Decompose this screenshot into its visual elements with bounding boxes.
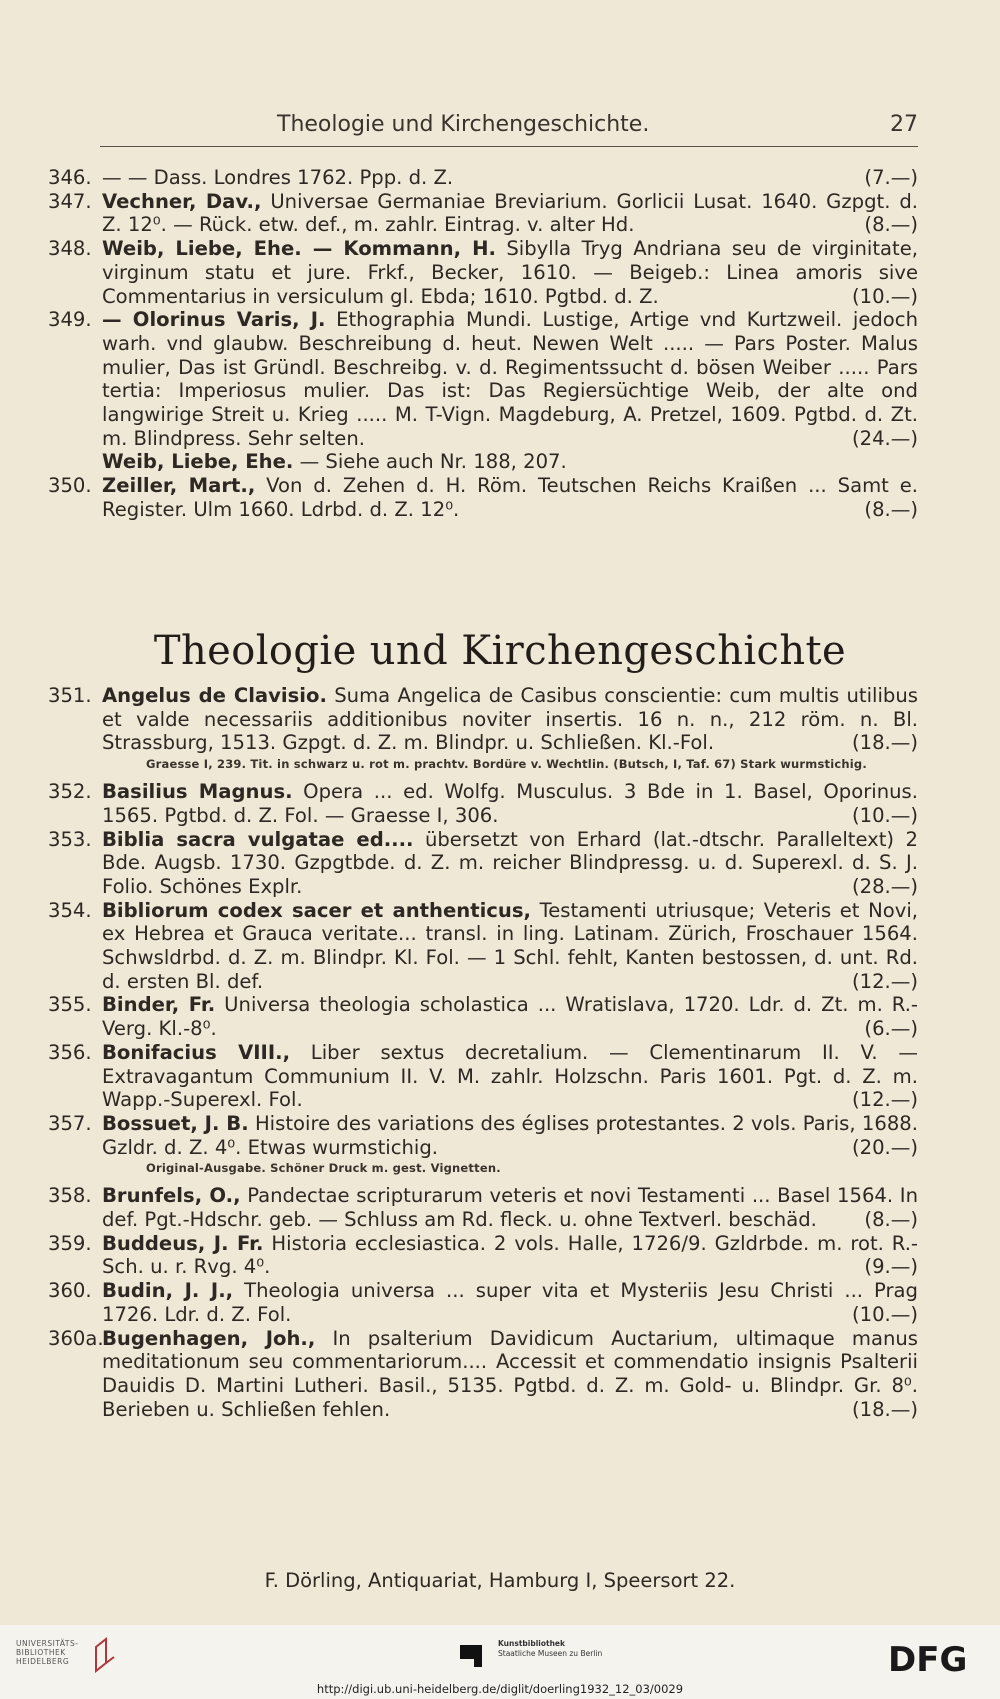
section-title: Theologie und Kirchengeschichte [153, 628, 847, 674]
entry-description: Sibylla Tryg Andriana seu de virginitate, virginum statu et jure. Frkf., Becker, 1610. — Beigeb.: Linea amoris sive Commentarius in versiculum gl. Ebda; 1610. Pgtbd. d. Z. [102, 237, 918, 308]
entry-description: Universae Germaniae Breviarium. Gorlicii Lusat. 1640. Gzpgt. d. Z. 12⁰. — Rück. etw. def., m. zahlr. Eintrag. v. alter Hd. [102, 189, 918, 237]
entry-price: (18.—) [851, 1397, 918, 1421]
entry-price: (9.—) [864, 1255, 918, 1279]
entry-number: 357. [48, 1111, 92, 1135]
university-emblem-icon [92, 1637, 118, 1673]
header-divider [100, 146, 918, 147]
entry-description: Opera ... ed. Wolfg. Musculus. 3 Bde in 1. Basel, Oporinus. 1565. Pgtbd. d. Z. Fol. — Graesse I, 306. [102, 780, 918, 827]
entry-number: 355. [48, 993, 92, 1017]
entry-description: übersetzt von Erhard (lat.-dtschr. Paralleltext) 2 Bde. Augsb. 1730. Gzpgtbde. d. Z. m. reicher Blindpressg. u. d. Superexl. d. S. J. Folio. Schönes Explr. [102, 827, 918, 898]
catalogue-entry [48, 166, 918, 190]
catalogue-entry [48, 474, 918, 521]
entry-price: (10.—) [851, 284, 918, 308]
entry-price: (10.—) [851, 803, 918, 827]
entry-author: Bugenhagen, Joh., [102, 1326, 316, 1350]
running-header-title: Theologie und Kirchengeschichte. [277, 112, 650, 137]
entry-description: — — Dass. Londres 1762. Ppp. d. Z. [102, 166, 454, 189]
source-url-link[interactable]: http://digi.ub.uni-heidelberg.de/diglit/doerling1932_12_03/0029 [316, 1682, 684, 1696]
digitization-banner [0, 1625, 1000, 1699]
entry-author: Biblia sacra vulgatae ed.... [102, 827, 414, 851]
entry-number: 360. [48, 1279, 92, 1303]
entry-author: Brunfels, O., [102, 1184, 241, 1208]
catalogue-entry [48, 1041, 918, 1112]
entry-number: 348. [48, 237, 92, 261]
entry-number: 353. [48, 827, 92, 851]
publisher-footer: F. Dörling, Antiquariat, Hamburg I, Speersort 22. [264, 1569, 736, 1592]
entry-price: (6.—) [864, 1017, 918, 1041]
entry-price: (7.—) [864, 166, 918, 189]
catalogue-entry [48, 1279, 918, 1326]
entry-price: (10.—) [851, 1302, 918, 1326]
entry-number: 351. [48, 684, 92, 707]
entry-description: Universa theologia scholastica ... Wratislava, 1720. Ldr. d. Zt. m. R.-Verg. Kl.-8⁰. [102, 993, 919, 1041]
catalogue-entry [48, 308, 918, 450]
entry-description: Testamenti utriusque; Veteris et Novi, ex Hebrea et Grauca veritate... transl. in ling. Latinam. Zürich, Froschauer 1564. Schwsldrbd. d. Z. m. Blindpr. Kl. Fol. — 1 Schl. fehlt, Kanten bestossen, d. unt. Rd. d. ersten Bl. def. [102, 898, 918, 993]
entries-list-top [48, 166, 918, 522]
entry-price: (12.—) [851, 1088, 918, 1112]
dfg-text: DFG [888, 1641, 968, 1675]
entry-author: Bibliorum codex sacer et anthenticus, [102, 898, 531, 922]
kb-name: Kunstbibliothek [498, 1639, 566, 1648]
entry-number: 358. [48, 1184, 92, 1208]
entry-description: Pandectae scripturarum veteris et novi Testamenti ... Basel 1564. In def. Pgt.-Hdschr. geb. — Schluss am Rd. fleck. u. ohne Textverl. beschäd. [102, 1184, 918, 1232]
catalogue-entry [48, 450, 918, 474]
uni-line-1: UNIVERSITÄTS- [16, 1639, 79, 1648]
entry-price: (20.—) [851, 1135, 918, 1159]
catalogue-entry [48, 1184, 918, 1231]
entry-author: Budin, J. J., [102, 1279, 234, 1303]
page-number: 27 [890, 112, 918, 137]
catalogue-entry [48, 899, 918, 994]
entry-description: Ethographia Mundi. Lustige, Artige vnd Kurtzweil. jedoch warh. vnd glaubw. Beschreibung d. heut. Newen Welt ..... — Pars Poster. Malus mulier, Das ist Gründl. Beschreibg. v. d. Regimentssucht d. bösen Weiber ..... Pars tertia: Imperiosus mulier. Das ist: Das Regiersüchtige Weib, der alte ond langwirige Streit u. Krieg ..... M. T-Vign. Magdeburg, A. Pretzel, 1609. Pgtbd. d. Zt. m. Blindpress. Sehr selten. [102, 308, 918, 450]
uni-line-2: BIBLIOTHEK [16, 1648, 66, 1657]
entry-number: 359. [48, 1231, 92, 1255]
university-library-logo[interactable] [16, 1639, 78, 1666]
entry-author: Zeiller, Mart., [102, 474, 256, 498]
entry-price: (18.—) [851, 731, 918, 755]
entry-author: — Olorinus Varis, J. [102, 308, 326, 332]
entry-description: — Siehe auch Nr. 188, 207. [293, 450, 567, 474]
uni-line-3: HEIDELBERG [16, 1657, 70, 1666]
entry-price: (24.—) [851, 426, 918, 450]
catalogue-entry [48, 684, 918, 755]
entry-description: Liber sextus decretalium. — Clementinarum II. V. — Extravagantum Communium II. V. M. zahlr. Holzschn. Paris 1601. Pgt. d. Z. m. Wapp.-Superexl. Fol. [102, 1040, 918, 1112]
entry-price: (28.—) [851, 874, 918, 898]
catalogue-entry [48, 780, 918, 827]
entry-price: (8.—) [864, 497, 918, 521]
catalogue-entry [48, 1112, 918, 1159]
entry-author: Basilius Magnus. [102, 780, 293, 804]
entry-author: Vechner, Dav., [102, 189, 262, 213]
entry-number: 349. [48, 308, 92, 332]
entry-author: Bonifacius VIII., [102, 1040, 291, 1064]
entry-note: Graesse I, 239. Tit. in schwarz u. rot m. prachtv. Bordüre v. Wechtlin. (Butsch, I, Taf. 67) Stark wurmstichig. [146, 757, 867, 772]
catalogue-entry [48, 993, 918, 1040]
kunstbibliothek-logo-icon[interactable] [458, 1637, 492, 1669]
entry-description: Von d. Zehen d. H. Röm. Teutschen Reichs Kraißen ... Samt e. Register. Ulm 1660. Ldrbd. d. Z. 12⁰. [102, 474, 918, 521]
entry-note: Original-Ausgabe. Schöner Druck m. gest. Vignetten. [146, 1161, 501, 1176]
dfg-logo[interactable] [888, 1641, 984, 1675]
entry-number: 350. [48, 474, 92, 498]
entry-author: Weib, Liebe, Ehe. [102, 450, 294, 474]
entry-number: 347. [48, 189, 92, 213]
catalogue-entry [48, 190, 918, 237]
entry-price: (12.—) [851, 969, 918, 993]
entry-number: 356. [48, 1040, 92, 1064]
entry-description: Theologia universa ... super vita et Mysteriis Jesu Christi ... Prag 1726. Ldr. d. Z. Fol. [102, 1279, 918, 1326]
entry-author: Buddeus, J. Fr. [102, 1231, 264, 1255]
entry-number: 346. [48, 166, 92, 189]
catalogue-entry [48, 1232, 918, 1279]
entry-description: Histoire des variations des églises protestantes. 2 vols. Paris, 1688. Gzldr. d. Z. 4⁰. Etwas wurmstichig. [102, 1111, 918, 1159]
entry-number: 360a. [48, 1326, 104, 1350]
entries-list-bottom [48, 684, 918, 1421]
entry-description: Suma Angelica de Casibus conscientie: cum multis utilibus et valde necessariis additionibus noviter insertis. 16 n. n., 212 röm. n. Bl. Strassburg, 1513. Gzpgt. d. Z. m. Blindpr. u. Schließen. Kl.-Fol. [102, 684, 918, 755]
entry-number: 354. [48, 898, 92, 922]
entry-author: Angelus de Clavisio. [102, 684, 327, 707]
kb-subtitle: Staatliche Museen zu Berlin [498, 1649, 603, 1658]
catalogue-entry [48, 828, 918, 899]
entry-number: 352. [48, 780, 92, 804]
entry-author: Binder, Fr. [102, 993, 216, 1017]
kunstbibliothek-label [498, 1639, 602, 1659]
entry-author: Bossuet, J. B. [102, 1111, 249, 1135]
entry-author: Weib, Liebe, Ehe. — Kommann, H. [102, 237, 496, 261]
running-header [100, 112, 918, 142]
entry-price: (8.—) [864, 1208, 918, 1232]
entry-price: (8.—) [864, 213, 918, 237]
entry-description: Historia ecclesiastica. 2 vols. Halle, 1726/9. Gzldrbde. m. rot. R.-Sch. u. r. Rvg. 4⁰. [102, 1231, 919, 1279]
catalogue-entry [48, 237, 918, 308]
catalogue-entry [48, 1327, 918, 1422]
entry-description: In psalterium Davidicum Auctarium, ultimaque manus meditationum seu commentariorum.... Accessit et commendatio insignis Psalterii Dauidis D. Martini Lutheri. Basil., 5135. Pgtbd. d. Z. m. Gold- u. Blindpr. Gr. 8⁰. Berieben u. Schließen fehlen. [102, 1326, 918, 1421]
